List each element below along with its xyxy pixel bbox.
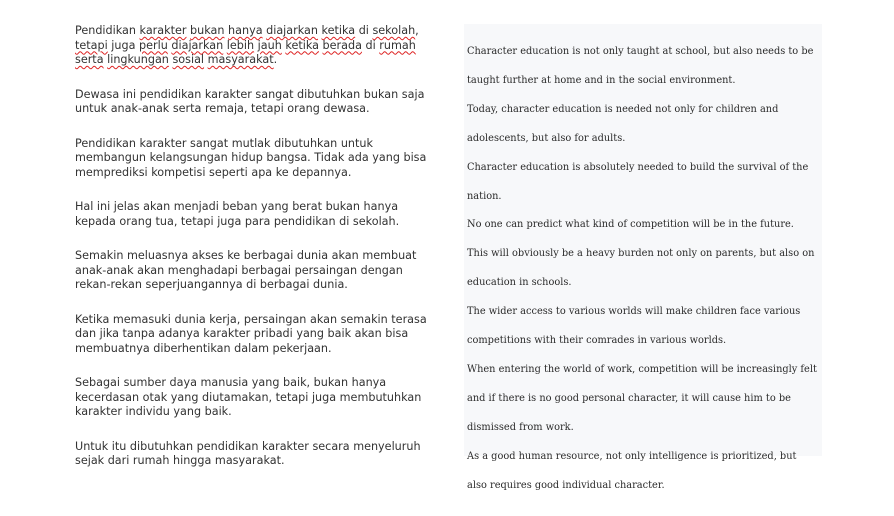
misspelled-word[interactable]: sekolah <box>372 24 416 37</box>
misspelled-word[interactable]: lebih <box>226 38 255 52</box>
misspelled-word[interactable]: diajarkan <box>171 38 224 52</box>
text-run: Dewasa ini pendidikan karakter sangat dibutuhkan bukan saja untuk anak-anak serta remaja, tetapi orang dewasa. <box>75 87 425 115</box>
translation-paragraph: No one can predict what kind of competition will be in the future. <box>467 219 794 231</box>
text-run: Pendidikan karakter sangat mutlak dibutuhkan untuk membangun kelangsungan hidup bangsa. Tidak ada yang bisa memprediksi kompetisi seperti apa ke depannya. <box>75 136 427 179</box>
translation-paragraph: The wider access to various worlds will make children face various competitions with their comrades in various worlds. <box>467 306 801 347</box>
misspelled-word[interactable]: bukan <box>190 24 225 37</box>
text-run: Hal ini jelas akan menjadi beban yang berat bukan hanya kepada orang tua, tetapi juga para pendidikan di sekolah. <box>75 200 400 228</box>
misspelled-word[interactable]: rumah <box>379 38 416 52</box>
text-run: di <box>361 38 380 52</box>
translation-paragraph: This will obviously be a heavy burden not only on parents, but also on education in schools. <box>467 248 815 289</box>
misspelled-word[interactable]: serta <box>75 53 104 66</box>
source-paragraph[interactable] <box>75 88 435 117</box>
source-text-editor[interactable] <box>75 24 435 489</box>
translation-paragraph: Character education is not only taught at school, but also needs to be taught further at home and in the social environment. <box>467 46 814 86</box>
text-run: di <box>355 24 373 37</box>
misspelled-word[interactable]: diajarkan <box>266 24 318 37</box>
text-run: Sebagai sumber daya manusia yang baik, bukan hanya kecerdasan otak yang diutamakan, tetapi juga membutuhkan karakter individu yang baik. <box>75 376 422 418</box>
misspelled-word[interactable]: sosial <box>172 53 205 66</box>
text-run: Untuk itu dibutuhkan pendidikan karakter secara menyeluruh sejak dari rumah hingga masyarakat. <box>75 439 421 467</box>
source-paragraph[interactable] <box>75 24 435 68</box>
text-run: . <box>273 53 278 66</box>
text-run: Pendidikan <box>75 24 140 37</box>
misspelled-word[interactable]: lingkungan <box>107 53 169 66</box>
source-paragraph[interactable] <box>75 440 435 469</box>
source-paragraph[interactable] <box>75 376 435 420</box>
source-paragraph[interactable] <box>75 200 435 229</box>
misspelled-word[interactable]: perlu <box>139 38 168 52</box>
source-paragraph[interactable] <box>75 249 435 293</box>
source-paragraph[interactable] <box>75 137 435 181</box>
text-run: , <box>415 24 419 37</box>
misspelled-word[interactable]: tetapi <box>75 38 108 52</box>
translation-paragraph: When entering the world of work, competition will be increasingly felt and if there is no good personal character, it will cause him to be dismissed from work. <box>467 363 817 433</box>
misspelled-word[interactable]: ketika <box>285 38 319 52</box>
text-run: Ketika memasuki dunia kerja, persaingan akan semakin terasa dan jika tanpa adanya karakter pribadi yang baik akan bisa membuatnya diberhentikan dalam pekerjaan. <box>75 312 427 355</box>
text-run: juga <box>107 38 140 52</box>
translation-paragraph: Today, character education is needed not only for children and adolescents, but also for adults. <box>467 103 779 144</box>
source-paragraph[interactable] <box>75 313 435 357</box>
translation-paragraph: As a good human resource, not only intelligence is prioritized, but also requires good individual character. <box>467 450 797 491</box>
text-run: Semakin meluasnya akses ke berbagai dunia akan membuat anak-anak akan menghadapi berbagai persaingan dengan rekan-rekan seperjuangannya di berbagai dunia. <box>75 249 417 291</box>
misspelled-word[interactable]: karakter <box>139 24 187 37</box>
misspelled-word[interactable]: jauh <box>257 38 282 52</box>
misspelled-word[interactable]: hanya <box>228 24 263 37</box>
misspelled-word[interactable]: masyarakat <box>207 53 274 66</box>
translation-paragraph: Character education is absolutely needed to build the survival of the nation. <box>467 161 809 202</box>
translation-output-panel <box>464 24 822 491</box>
misspelled-word[interactable]: berada <box>322 38 362 52</box>
misspelled-word[interactable]: ketika <box>321 24 356 37</box>
